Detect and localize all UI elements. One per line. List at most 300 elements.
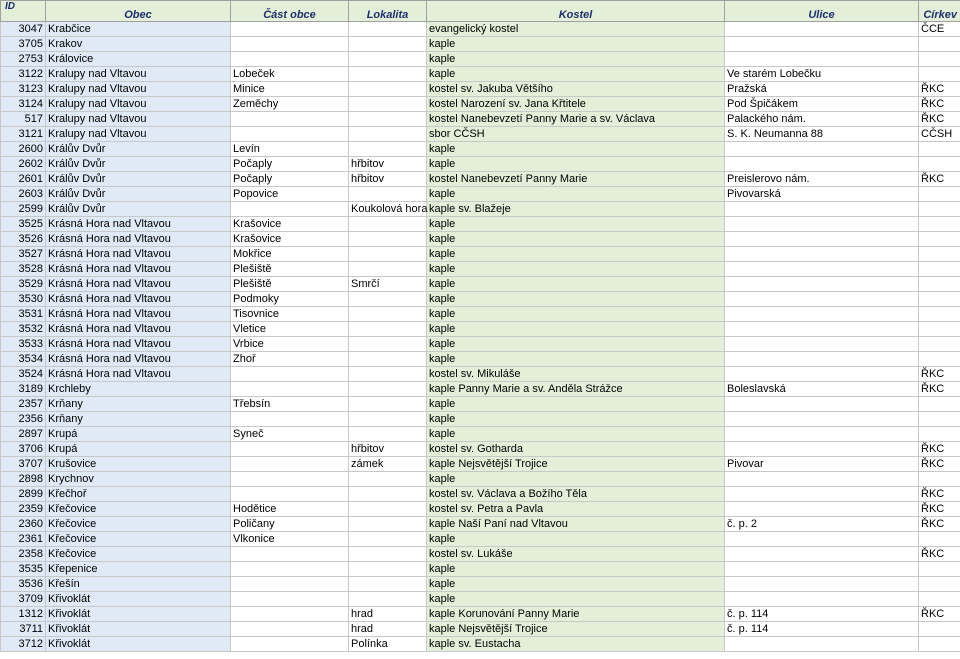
cell-kostel[interactable]: kostel sv. Jakuba Většího [427,82,725,97]
header-lokalita[interactable]: Lokalita [349,1,427,22]
cell-cirkev[interactable] [919,412,960,427]
cell-lokalita[interactable] [349,292,427,307]
cell-ulice[interactable] [725,442,919,457]
cell-id[interactable]: 3532 [1,322,46,337]
cell-cast-obce[interactable] [231,37,349,52]
cell-lokalita[interactable] [349,322,427,337]
cell-ulice[interactable] [725,532,919,547]
cell-ulice[interactable] [725,412,919,427]
cell-ulice[interactable] [725,397,919,412]
cell-ulice[interactable] [725,592,919,607]
cell-ulice[interactable] [725,202,919,217]
cell-kostel[interactable]: kostel sv. Gotharda [427,442,725,457]
cell-obec[interactable]: Krňany [46,397,231,412]
cell-cast-obce[interactable] [231,22,349,37]
cell-cast-obce[interactable] [231,487,349,502]
cell-obec[interactable]: Krchleby [46,382,231,397]
cell-obec[interactable]: Králův Dvůr [46,142,231,157]
cell-obec[interactable]: Krásná Hora nad Vltavou [46,337,231,352]
cell-obec[interactable]: Křepenice [46,562,231,577]
cell-lokalita[interactable] [349,367,427,382]
cell-ulice[interactable] [725,277,919,292]
cell-kostel[interactable]: kaple [427,187,725,202]
cell-cast-obce[interactable]: Zeměchy [231,97,349,112]
cell-cast-obce[interactable] [231,112,349,127]
cell-lokalita[interactable] [349,187,427,202]
cell-kostel[interactable]: kostel sv. Lukáše [427,547,725,562]
cell-lokalita[interactable]: Smrčí [349,277,427,292]
cell-lokalita[interactable]: hřbitov [349,157,427,172]
cell-cirkev[interactable]: ŘKC [919,82,960,97]
cell-kostel[interactable]: kaple [427,337,725,352]
cell-cirkev[interactable] [919,52,960,67]
cell-obec[interactable]: Křečovice [46,532,231,547]
cell-cirkev[interactable]: CČSH [919,127,960,142]
cell-id[interactable]: 2358 [1,547,46,562]
cell-lokalita[interactable] [349,517,427,532]
cell-id[interactable]: 2599 [1,202,46,217]
cell-id[interactable]: 3524 [1,367,46,382]
cell-ulice[interactable]: Pod Špičákem [725,97,919,112]
cell-cirkev[interactable]: ŘKC [919,97,960,112]
cell-kostel[interactable]: kaple [427,37,725,52]
cell-id[interactable]: 2753 [1,52,46,67]
cell-kostel[interactable]: kostel sv. Mikuláše [427,367,725,382]
cell-kostel[interactable]: kaple [427,472,725,487]
cell-lokalita[interactable] [349,532,427,547]
cell-ulice[interactable]: Ve starém Lobečku [725,67,919,82]
cell-id[interactable]: 3535 [1,562,46,577]
cell-cast-obce[interactable]: Počaply [231,157,349,172]
cell-cast-obce[interactable] [231,562,349,577]
cell-lokalita[interactable] [349,427,427,442]
cell-cast-obce[interactable]: Podmoky [231,292,349,307]
cell-kostel[interactable]: kaple Korunování Panny Marie [427,607,725,622]
cell-kostel[interactable]: kaple [427,352,725,367]
cell-obec[interactable]: Krupá [46,442,231,457]
cell-kostel[interactable]: kaple [427,217,725,232]
cell-lokalita[interactable] [349,487,427,502]
cell-lokalita[interactable]: zámek [349,457,427,472]
cell-cast-obce[interactable]: Vletice [231,322,349,337]
cell-ulice[interactable] [725,307,919,322]
cell-lokalita[interactable] [349,412,427,427]
cell-obec[interactable]: Krupá [46,427,231,442]
cell-kostel[interactable]: sbor CČSH [427,127,725,142]
cell-id[interactable]: 2361 [1,532,46,547]
cell-cirkev[interactable] [919,232,960,247]
cell-cirkev[interactable]: ŘKC [919,607,960,622]
cell-ulice[interactable] [725,562,919,577]
cell-id[interactable]: 3709 [1,592,46,607]
header-obec[interactable]: Obec [46,1,231,22]
cell-obec[interactable]: Krásná Hora nad Vltavou [46,307,231,322]
cell-ulice[interactable] [725,577,919,592]
header-cast-obce[interactable]: Část obce [231,1,349,22]
cell-cirkev[interactable] [919,562,960,577]
cell-obec[interactable]: Králův Dvůr [46,157,231,172]
cell-cirkev[interactable]: ŘKC [919,457,960,472]
cell-cirkev[interactable]: ŘKC [919,502,960,517]
cell-ulice[interactable]: Boleslavská [725,382,919,397]
cell-cirkev[interactable] [919,352,960,367]
cell-id[interactable]: 1312 [1,607,46,622]
cell-cast-obce[interactable]: Popovice [231,187,349,202]
cell-cirkev[interactable] [919,337,960,352]
cell-kostel[interactable]: kostel Nanebevzetí Panny Marie [427,172,725,187]
cell-ulice[interactable] [725,367,919,382]
cell-ulice[interactable] [725,52,919,67]
cell-lokalita[interactable] [349,592,427,607]
cell-ulice[interactable] [725,547,919,562]
cell-obec[interactable]: Krakov [46,37,231,52]
cell-lokalita[interactable] [349,307,427,322]
cell-id[interactable]: 2600 [1,142,46,157]
cell-lokalita[interactable] [349,82,427,97]
cell-lokalita[interactable] [349,397,427,412]
cell-obec[interactable]: Křečhoř [46,487,231,502]
cell-cirkev[interactable] [919,427,960,442]
cell-cast-obce[interactable] [231,592,349,607]
cell-cirkev[interactable] [919,532,960,547]
cell-kostel[interactable]: kaple [427,397,725,412]
cell-obec[interactable]: Krásná Hora nad Vltavou [46,262,231,277]
cell-cirkev[interactable] [919,187,960,202]
cell-cirkev[interactable] [919,142,960,157]
cell-lokalita[interactable] [349,577,427,592]
cell-cirkev[interactable] [919,292,960,307]
cell-id[interactable]: 3712 [1,637,46,652]
cell-cast-obce[interactable] [231,577,349,592]
cell-id[interactable]: 2898 [1,472,46,487]
cell-kostel[interactable]: kaple sv. Eustacha [427,637,725,652]
cell-ulice[interactable] [725,487,919,502]
cell-ulice[interactable]: Pražská [725,82,919,97]
cell-cast-obce[interactable] [231,202,349,217]
cell-cast-obce[interactable]: Vlkonice [231,532,349,547]
cell-lokalita[interactable]: Polínka [349,637,427,652]
cell-ulice[interactable] [725,292,919,307]
cell-cast-obce[interactable]: Mokřice [231,247,349,262]
cell-cast-obce[interactable] [231,127,349,142]
cell-kostel[interactable]: kaple [427,52,725,67]
cell-cirkev[interactable] [919,472,960,487]
cell-obec[interactable]: Krásná Hora nad Vltavou [46,367,231,382]
cell-ulice[interactable] [725,217,919,232]
cell-id[interactable]: 3124 [1,97,46,112]
cell-ulice[interactable] [725,232,919,247]
cell-id[interactable]: 2603 [1,187,46,202]
cell-cirkev[interactable] [919,622,960,637]
cell-cast-obce[interactable] [231,382,349,397]
cell-lokalita[interactable] [349,562,427,577]
cell-lokalita[interactable] [349,22,427,37]
cell-id[interactable]: 2356 [1,412,46,427]
cell-id[interactable]: 3121 [1,127,46,142]
cell-lokalita[interactable] [349,37,427,52]
cell-lokalita[interactable] [349,472,427,487]
cell-lokalita[interactable]: Koukolová hora [349,202,427,217]
cell-kostel[interactable]: kaple [427,262,725,277]
cell-obec[interactable]: Křivoklát [46,622,231,637]
cell-obec[interactable]: Králův Dvůr [46,202,231,217]
cell-id[interactable]: 3189 [1,382,46,397]
cell-id[interactable]: 3711 [1,622,46,637]
cell-lokalita[interactable] [349,247,427,262]
cell-cirkev[interactable]: ŘKC [919,172,960,187]
cell-cirkev[interactable] [919,637,960,652]
cell-cast-obce[interactable]: Syneč [231,427,349,442]
cell-cirkev[interactable] [919,307,960,322]
cell-lokalita[interactable]: hřbitov [349,172,427,187]
cell-obec[interactable]: Křečovice [46,502,231,517]
cell-cast-obce[interactable] [231,472,349,487]
cell-obec[interactable]: Kralupy nad Vltavou [46,97,231,112]
cell-ulice[interactable] [725,22,919,37]
cell-cast-obce[interactable]: Levín [231,142,349,157]
cell-obec[interactable]: Křečovice [46,517,231,532]
cell-ulice[interactable] [725,637,919,652]
cell-id[interactable]: 2359 [1,502,46,517]
cell-kostel[interactable]: kaple Nejsvětější Trojice [427,457,725,472]
cell-kostel[interactable]: kaple [427,307,725,322]
cell-cast-obce[interactable]: Hodětice [231,502,349,517]
cell-kostel[interactable]: kaple [427,292,725,307]
cell-cast-obce[interactable]: Třebsín [231,397,349,412]
cell-id[interactable]: 3536 [1,577,46,592]
cell-kostel[interactable]: kaple [427,532,725,547]
cell-cirkev[interactable]: ŘKC [919,442,960,457]
cell-id[interactable]: 2357 [1,397,46,412]
cell-ulice[interactable]: č. p. 114 [725,622,919,637]
cell-id[interactable]: 2360 [1,517,46,532]
cell-id[interactable]: 3529 [1,277,46,292]
cell-cast-obce[interactable]: Plešiště [231,262,349,277]
cell-lokalita[interactable]: hrad [349,622,427,637]
cell-kostel[interactable]: kaple [427,577,725,592]
cell-obec[interactable]: Královice [46,52,231,67]
cell-id[interactable]: 3526 [1,232,46,247]
cell-cast-obce[interactable] [231,52,349,67]
cell-kostel[interactable]: kaple [427,427,725,442]
cell-id[interactable]: 3525 [1,217,46,232]
cell-id[interactable]: 2601 [1,172,46,187]
cell-id[interactable]: 3534 [1,352,46,367]
cell-cast-obce[interactable] [231,637,349,652]
cell-cirkev[interactable] [919,397,960,412]
cell-obec[interactable]: Kralupy nad Vltavou [46,127,231,142]
cell-kostel[interactable]: kaple [427,142,725,157]
cell-ulice[interactable] [725,247,919,262]
cell-id[interactable]: 3531 [1,307,46,322]
cell-ulice[interactable]: Pivovarská [725,187,919,202]
header-ulice[interactable]: Ulice [725,1,919,22]
cell-cast-obce[interactable]: Zhoř [231,352,349,367]
cell-ulice[interactable] [725,157,919,172]
cell-obec[interactable]: Krychnov [46,472,231,487]
cell-obec[interactable]: Krásná Hora nad Vltavou [46,352,231,367]
header-id[interactable]: ID [1,1,46,22]
cell-kostel[interactable]: kaple Panny Marie a sv. Anděla Strážce [427,382,725,397]
cell-obec[interactable]: Krásná Hora nad Vltavou [46,277,231,292]
cell-id[interactable]: 3705 [1,37,46,52]
cell-cast-obce[interactable] [231,547,349,562]
cell-id[interactable]: 3707 [1,457,46,472]
cell-cast-obce[interactable]: Tisovnice [231,307,349,322]
cell-ulice[interactable] [725,337,919,352]
cell-lokalita[interactable] [349,352,427,367]
cell-kostel[interactable]: kostel sv. Petra a Pavla [427,502,725,517]
cell-kostel[interactable]: kaple [427,277,725,292]
cell-id[interactable]: 2899 [1,487,46,502]
cell-cirkev[interactable] [919,592,960,607]
cell-kostel[interactable]: kaple [427,232,725,247]
cell-lokalita[interactable] [349,502,427,517]
cell-ulice[interactable]: Pivovar [725,457,919,472]
cell-obec[interactable]: Křivoklát [46,637,231,652]
cell-cirkev[interactable]: ŘKC [919,367,960,382]
cell-cast-obce[interactable] [231,367,349,382]
cell-lokalita[interactable]: hrad [349,607,427,622]
cell-lokalita[interactable] [349,67,427,82]
cell-cirkev[interactable] [919,322,960,337]
cell-lokalita[interactable] [349,217,427,232]
cell-cirkev[interactable] [919,157,960,172]
cell-lokalita[interactable] [349,547,427,562]
cell-cirkev[interactable]: ŘKC [919,487,960,502]
cell-cast-obce[interactable] [231,442,349,457]
cell-ulice[interactable] [725,472,919,487]
cell-kostel[interactable]: kaple [427,412,725,427]
cell-kostel[interactable]: kostel Nanebevzetí Panny Marie a sv. Václava [427,112,725,127]
cell-cast-obce[interactable] [231,412,349,427]
cell-obec[interactable]: Křešín [46,577,231,592]
cell-ulice[interactable]: S. K. Neumanna 88 [725,127,919,142]
cell-lokalita[interactable] [349,97,427,112]
cell-cirkev[interactable]: ŘKC [919,547,960,562]
cell-cirkev[interactable] [919,262,960,277]
cell-kostel[interactable]: kaple Nejsvětější Trojice [427,622,725,637]
cell-obec[interactable]: Kralupy nad Vltavou [46,82,231,97]
cell-ulice[interactable] [725,352,919,367]
cell-cast-obce[interactable]: Vrbice [231,337,349,352]
cell-cast-obce[interactable]: Lobeček [231,67,349,82]
cell-obec[interactable]: Krňany [46,412,231,427]
cell-ulice[interactable] [725,502,919,517]
cell-cirkev[interactable] [919,202,960,217]
cell-obec[interactable]: Krabčice [46,22,231,37]
cell-id[interactable]: 3528 [1,262,46,277]
cell-obec[interactable]: Křivoklát [46,607,231,622]
cell-id[interactable]: 2897 [1,427,46,442]
cell-cast-obce[interactable]: Poličany [231,517,349,532]
cell-ulice[interactable]: Palackého nám. [725,112,919,127]
cell-ulice[interactable] [725,262,919,277]
cell-cirkev[interactable] [919,277,960,292]
cell-kostel[interactable]: kaple [427,322,725,337]
cell-kostel[interactable]: kaple [427,592,725,607]
cell-ulice[interactable]: č. p. 114 [725,607,919,622]
cell-cirkev[interactable]: ŘKC [919,382,960,397]
cell-id[interactable]: 3527 [1,247,46,262]
cell-cirkev[interactable] [919,577,960,592]
cell-id[interactable]: 3530 [1,292,46,307]
cell-kostel[interactable]: kaple [427,67,725,82]
cell-cast-obce[interactable]: Plešiště [231,277,349,292]
cell-lokalita[interactable] [349,142,427,157]
cell-obec[interactable]: Křečovice [46,547,231,562]
cell-id[interactable]: 3047 [1,22,46,37]
cell-obec[interactable]: Kralupy nad Vltavou [46,112,231,127]
cell-cast-obce[interactable]: Krašovice [231,217,349,232]
cell-obec[interactable]: Kralupy nad Vltavou [46,67,231,82]
cell-ulice[interactable] [725,322,919,337]
cell-id[interactable]: 517 [1,112,46,127]
cell-ulice[interactable]: Preislerovo nám. [725,172,919,187]
cell-lokalita[interactable]: hřbitov [349,442,427,457]
cell-lokalita[interactable] [349,52,427,67]
cell-id[interactable]: 3123 [1,82,46,97]
cell-ulice[interactable] [725,37,919,52]
cell-obec[interactable]: Krušovice [46,457,231,472]
cell-obec[interactable]: Krásná Hora nad Vltavou [46,292,231,307]
cell-ulice[interactable] [725,142,919,157]
cell-lokalita[interactable] [349,382,427,397]
cell-ulice[interactable] [725,427,919,442]
cell-id[interactable]: 2602 [1,157,46,172]
cell-cast-obce[interactable]: Krašovice [231,232,349,247]
cell-cast-obce[interactable] [231,457,349,472]
cell-kostel[interactable]: kaple [427,247,725,262]
cell-cirkev[interactable]: ČCE [919,22,960,37]
cell-obec[interactable]: Krásná Hora nad Vltavou [46,322,231,337]
cell-cast-obce[interactable] [231,622,349,637]
header-cirkev[interactable]: Církev [919,1,960,22]
cell-id[interactable]: 3533 [1,337,46,352]
cell-kostel[interactable]: kaple sv. Blažeje [427,202,725,217]
cell-cast-obce[interactable] [231,607,349,622]
cell-cirkev[interactable] [919,37,960,52]
cell-obec[interactable]: Králův Dvůr [46,172,231,187]
cell-id[interactable]: 3706 [1,442,46,457]
cell-obec[interactable]: Krásná Hora nad Vltavou [46,247,231,262]
cell-obec[interactable]: Krásná Hora nad Vltavou [46,232,231,247]
cell-obec[interactable]: Krásná Hora nad Vltavou [46,217,231,232]
cell-cirkev[interactable] [919,67,960,82]
cell-kostel[interactable]: kaple [427,157,725,172]
cell-kostel[interactable]: kostel Narození sv. Jana Křtitele [427,97,725,112]
cell-cast-obce[interactable]: Minice [231,82,349,97]
cell-lokalita[interactable] [349,262,427,277]
cell-kostel[interactable]: kostel sv. Václava a Božího Těla [427,487,725,502]
cell-lokalita[interactable] [349,112,427,127]
cell-kostel[interactable]: kaple [427,562,725,577]
cell-cirkev[interactable] [919,247,960,262]
cell-cirkev[interactable]: ŘKC [919,112,960,127]
cell-kostel[interactable]: evangelický kostel [427,22,725,37]
cell-ulice[interactable]: č. p. 2 [725,517,919,532]
cell-obec[interactable]: Křivoklát [46,592,231,607]
cell-obec[interactable]: Králův Dvůr [46,187,231,202]
header-kostel[interactable]: Kostel [427,1,725,22]
cell-cirkev[interactable]: ŘKC [919,517,960,532]
cell-cast-obce[interactable]: Počaply [231,172,349,187]
cell-lokalita[interactable] [349,337,427,352]
cell-id[interactable]: 3122 [1,67,46,82]
cell-lokalita[interactable] [349,232,427,247]
cell-cirkev[interactable] [919,217,960,232]
cell-kostel[interactable]: kaple Naší Paní nad Vltavou [427,517,725,532]
